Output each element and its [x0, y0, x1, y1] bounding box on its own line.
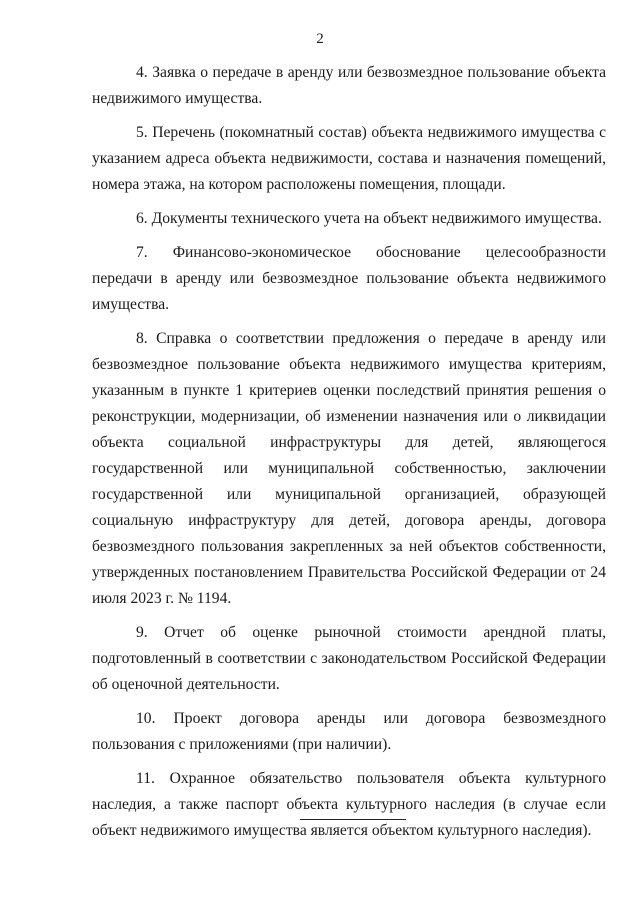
list-item-10: 10. Проект договора аренды или договора безвозмездного пользования с приложениями (при наличии).: [92, 710, 606, 753]
document-body: [92, 60, 606, 852]
list-item-9: 9. Отчет об оценке рыночной стоимости арендной платы, подготовленный в соответствии с законодательством Российской Федерации об оценочной деятельности.: [92, 624, 606, 693]
list-item-11: 11. Охранное обязательство пользователя объекта культурного наследия, а также паспорт объекта культурного наследия (в случае если объект недвижимого имущества является объектом культурного наследия).: [92, 770, 606, 839]
list-item-6: 6. Документы технического учета на объект недвижимого имущества.: [136, 210, 602, 227]
end-divider-line: [300, 819, 406, 820]
list-item-4: 4. Заявка о передаче в аренду или безвозмездное пользование объекта недвижимого имущества.: [92, 64, 606, 107]
list-item-5: 5. Перечень (покомнатный состав) объекта недвижимого имущества с указанием адреса объекта недвижимости, состава и назначения помещений, номера этажа, на котором расположены помещения, площади.: [92, 124, 606, 193]
list-item-7: 7. Финансово-экономическое обоснование целесообразности передачи в аренду или безвозмездное пользование объекта недвижимого имущества.: [92, 244, 606, 313]
list-item-8: 8. Справка о соответствии предложения о передаче в аренду или безвозмездное пользование объекта недвижимого имущества критериям, указанным в пункте 1 критериев оценки последствий принятия решения о реконструкции, модернизации, об изменении назначения или о ликвидации объекта социальной инфраструктуры для детей, являющегося государственной или муниципальной собственностью, заключении государственной или муниципальной организацией, образующей социальную инфраструктуру для детей, договора аренды, договора безвозмездного пользования закрепленных за ней объектов собственности, утвержденных постановлением Правительства Российской Федерации от 24 июля 2023 г. № 1194.: [92, 330, 606, 607]
page-number: 2: [316, 31, 324, 47]
